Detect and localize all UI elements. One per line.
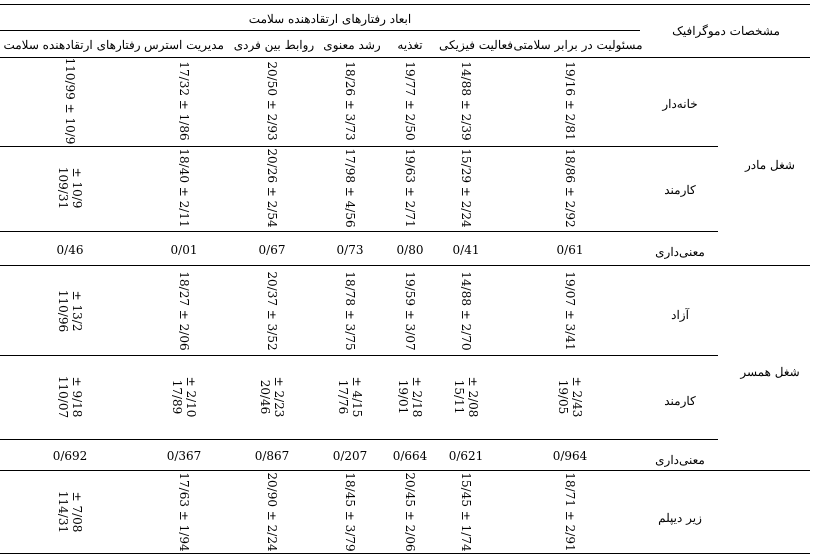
cell-value [556,377,584,418]
cell-value-part: 18/27 ± 2/06 [177,271,191,351]
table-cell: 0/46 [56,243,84,257]
table-cell: 0/692 [52,449,88,463]
cell-value [170,377,198,418]
cell-value-part: 18/40 ± 2/11 [177,148,191,228]
cell-value [265,472,279,551]
cell-value [563,61,577,140]
cell-value-part: 18/26 ± 3/73 [343,61,357,141]
cell-value [265,148,279,227]
rule-row-1 [0,146,718,147]
table-cell: 0/73 [336,243,364,257]
rule-under-header [0,57,810,58]
cell-value-part: 14/88 ± 2/39 [459,61,473,141]
cell-value [459,61,473,140]
cell-value-part: 19/77 ± 2/50 [403,61,417,141]
cell-value-part: 20/90 ± 2/24 [265,472,279,552]
cell-value-part: 19/63 ± 2/71 [403,148,417,228]
group-label-spouse-job: شغل همسر [740,365,800,379]
cell-value-part: 19/07 ± 3/41 [563,271,577,351]
cell-value [396,377,424,418]
cell-value [336,377,364,418]
cell-value [56,290,84,332]
column-header-stress-management: مدیریت استرس [144,38,224,52]
table-cell: 0/67 [258,243,286,257]
cell-value-part: 110/07 [56,375,70,419]
cell-value [258,377,286,418]
cell-value-part: 20/50 ± 2/93 [265,61,279,141]
cell-value [343,271,357,350]
cell-value-part: ± 2/08 [466,376,480,418]
row-label: کارمند [664,183,696,197]
cell-value-part: ± 13/2 [70,290,84,332]
cell-value-part: ± 2/43 [570,376,584,418]
cell-value-part: 110/99 ± 10/9 [63,57,77,145]
cell-value-part: 15/45 ± 1/74 [459,472,473,552]
rule-row-2 [0,231,718,232]
row-label: خانه‌دار [662,97,698,111]
cell-value-part: 17/63 ± 1/94 [177,472,191,552]
cell-value-part: 20/46 [258,379,272,415]
table-cell: 0/61 [556,243,584,257]
cell-value [56,491,84,533]
cell-value-part: 20/45 ± 2/06 [403,472,417,552]
group-label-mother-job: شغل مادر [745,158,795,172]
cell-value-part: 114/31 [56,490,70,534]
column-header-nutrition: تغذیه [397,38,423,52]
cell-value-part: 17/32 ± 1/86 [177,61,191,141]
cell-value-part: 19/05 [556,379,570,415]
cell-value [403,472,417,551]
cell-value [177,271,191,350]
cell-value [56,376,84,418]
table-cell: 0/367 [166,449,202,463]
cell-value-part: ± 10/9 [70,167,84,209]
cell-value-part: ± 2/18 [410,376,424,418]
column-header-spiritual-growth: رشد معنوی [323,38,381,52]
cell-value-part: 19/16 ± 2/81 [563,61,577,141]
cell-value [459,148,473,227]
rule-row-4 [0,355,718,356]
cell-value [459,472,473,551]
cell-value-part: ± 9/18 [70,376,84,418]
cell-value-part: 15/29 ± 2/24 [459,148,473,228]
demographics-header: مشخصات دموگرافیک [672,24,780,38]
column-header-interpersonal: روابط بین فردی [233,38,315,52]
row-label: آزاد [671,308,689,322]
cell-value [343,61,357,140]
table-cell: 0/41 [452,243,480,257]
cell-value [403,271,417,350]
cell-value-part: 17/89 [170,379,184,415]
table-cell: 0/964 [552,449,588,463]
table-cell: 0/207 [332,449,368,463]
cell-value-part: 15/11 [452,379,466,415]
table-cell: 0/80 [396,243,424,257]
cell-value-part: 19/01 [396,379,410,415]
cell-value [459,271,473,350]
rule-top [0,4,810,5]
cell-value-part: 17/76 [336,379,350,415]
cell-value [177,148,191,227]
cell-value-part: ± 4/15 [350,376,364,418]
cell-value [403,61,417,140]
rule-group-1 [0,265,810,266]
cell-value [177,61,191,140]
cell-value [343,472,357,551]
cell-value [403,148,417,227]
cell-value [177,472,191,551]
cell-value-part: 14/88 ± 2/70 [459,271,473,351]
cell-value [452,377,480,418]
rule-group-2 [0,470,810,471]
row-label: معنی‌داری [655,453,705,467]
column-header-total: رفتارهای ارتقادهنده سلامت [3,38,141,52]
rule-under-dimensions [0,30,640,31]
cell-value-part: 19/59 ± 3/07 [403,271,417,351]
cell-value-part: 18/45 ± 3/79 [343,472,357,552]
cell-value [265,61,279,140]
row-label: معنی‌داری [655,245,705,259]
column-header-physical-activity: فعالیت فیزیکی [438,38,514,52]
table-cell: 0/621 [448,449,484,463]
cell-value [56,167,84,209]
cell-value-part: ± 2/23 [272,376,286,418]
cell-value-part: 18/71 ± 2/91 [563,472,577,552]
column-header-responsibility: مسئولیت در برابر سلامتی [513,38,643,52]
table-cell: 0/01 [170,243,198,257]
table-cell: 0/664 [392,449,428,463]
cell-value [563,472,577,551]
cell-value-part: 20/37 ± 3/52 [265,271,279,351]
cell-value-part: ± 2/10 [184,376,198,418]
rule-row-5 [0,439,718,440]
rule-bottom [0,553,810,554]
cell-value [563,148,577,227]
cell-value-part: 20/26 ± 2/54 [265,148,279,228]
table-cell: 0/867 [254,449,290,463]
cell-value [265,271,279,350]
cell-value-part: ± 7/08 [70,491,84,533]
cell-value-part: 17/98 ± 4/56 [343,148,357,228]
cell-value-part: 18/86 ± 2/92 [563,148,577,228]
row-label: زیر دیپلم [658,511,702,525]
cell-value-part: 110/96 [56,289,70,333]
cell-value [63,58,77,145]
cell-value [343,148,357,227]
cell-value-part: 18/78 ± 3/75 [343,271,357,351]
cell-value [563,271,577,350]
cell-value-part: 109/31 [56,166,70,210]
dimensions-header: ابعاد رفتارهای ارتقادهنده سلامت [248,12,412,26]
row-label: کارمند [664,394,696,408]
